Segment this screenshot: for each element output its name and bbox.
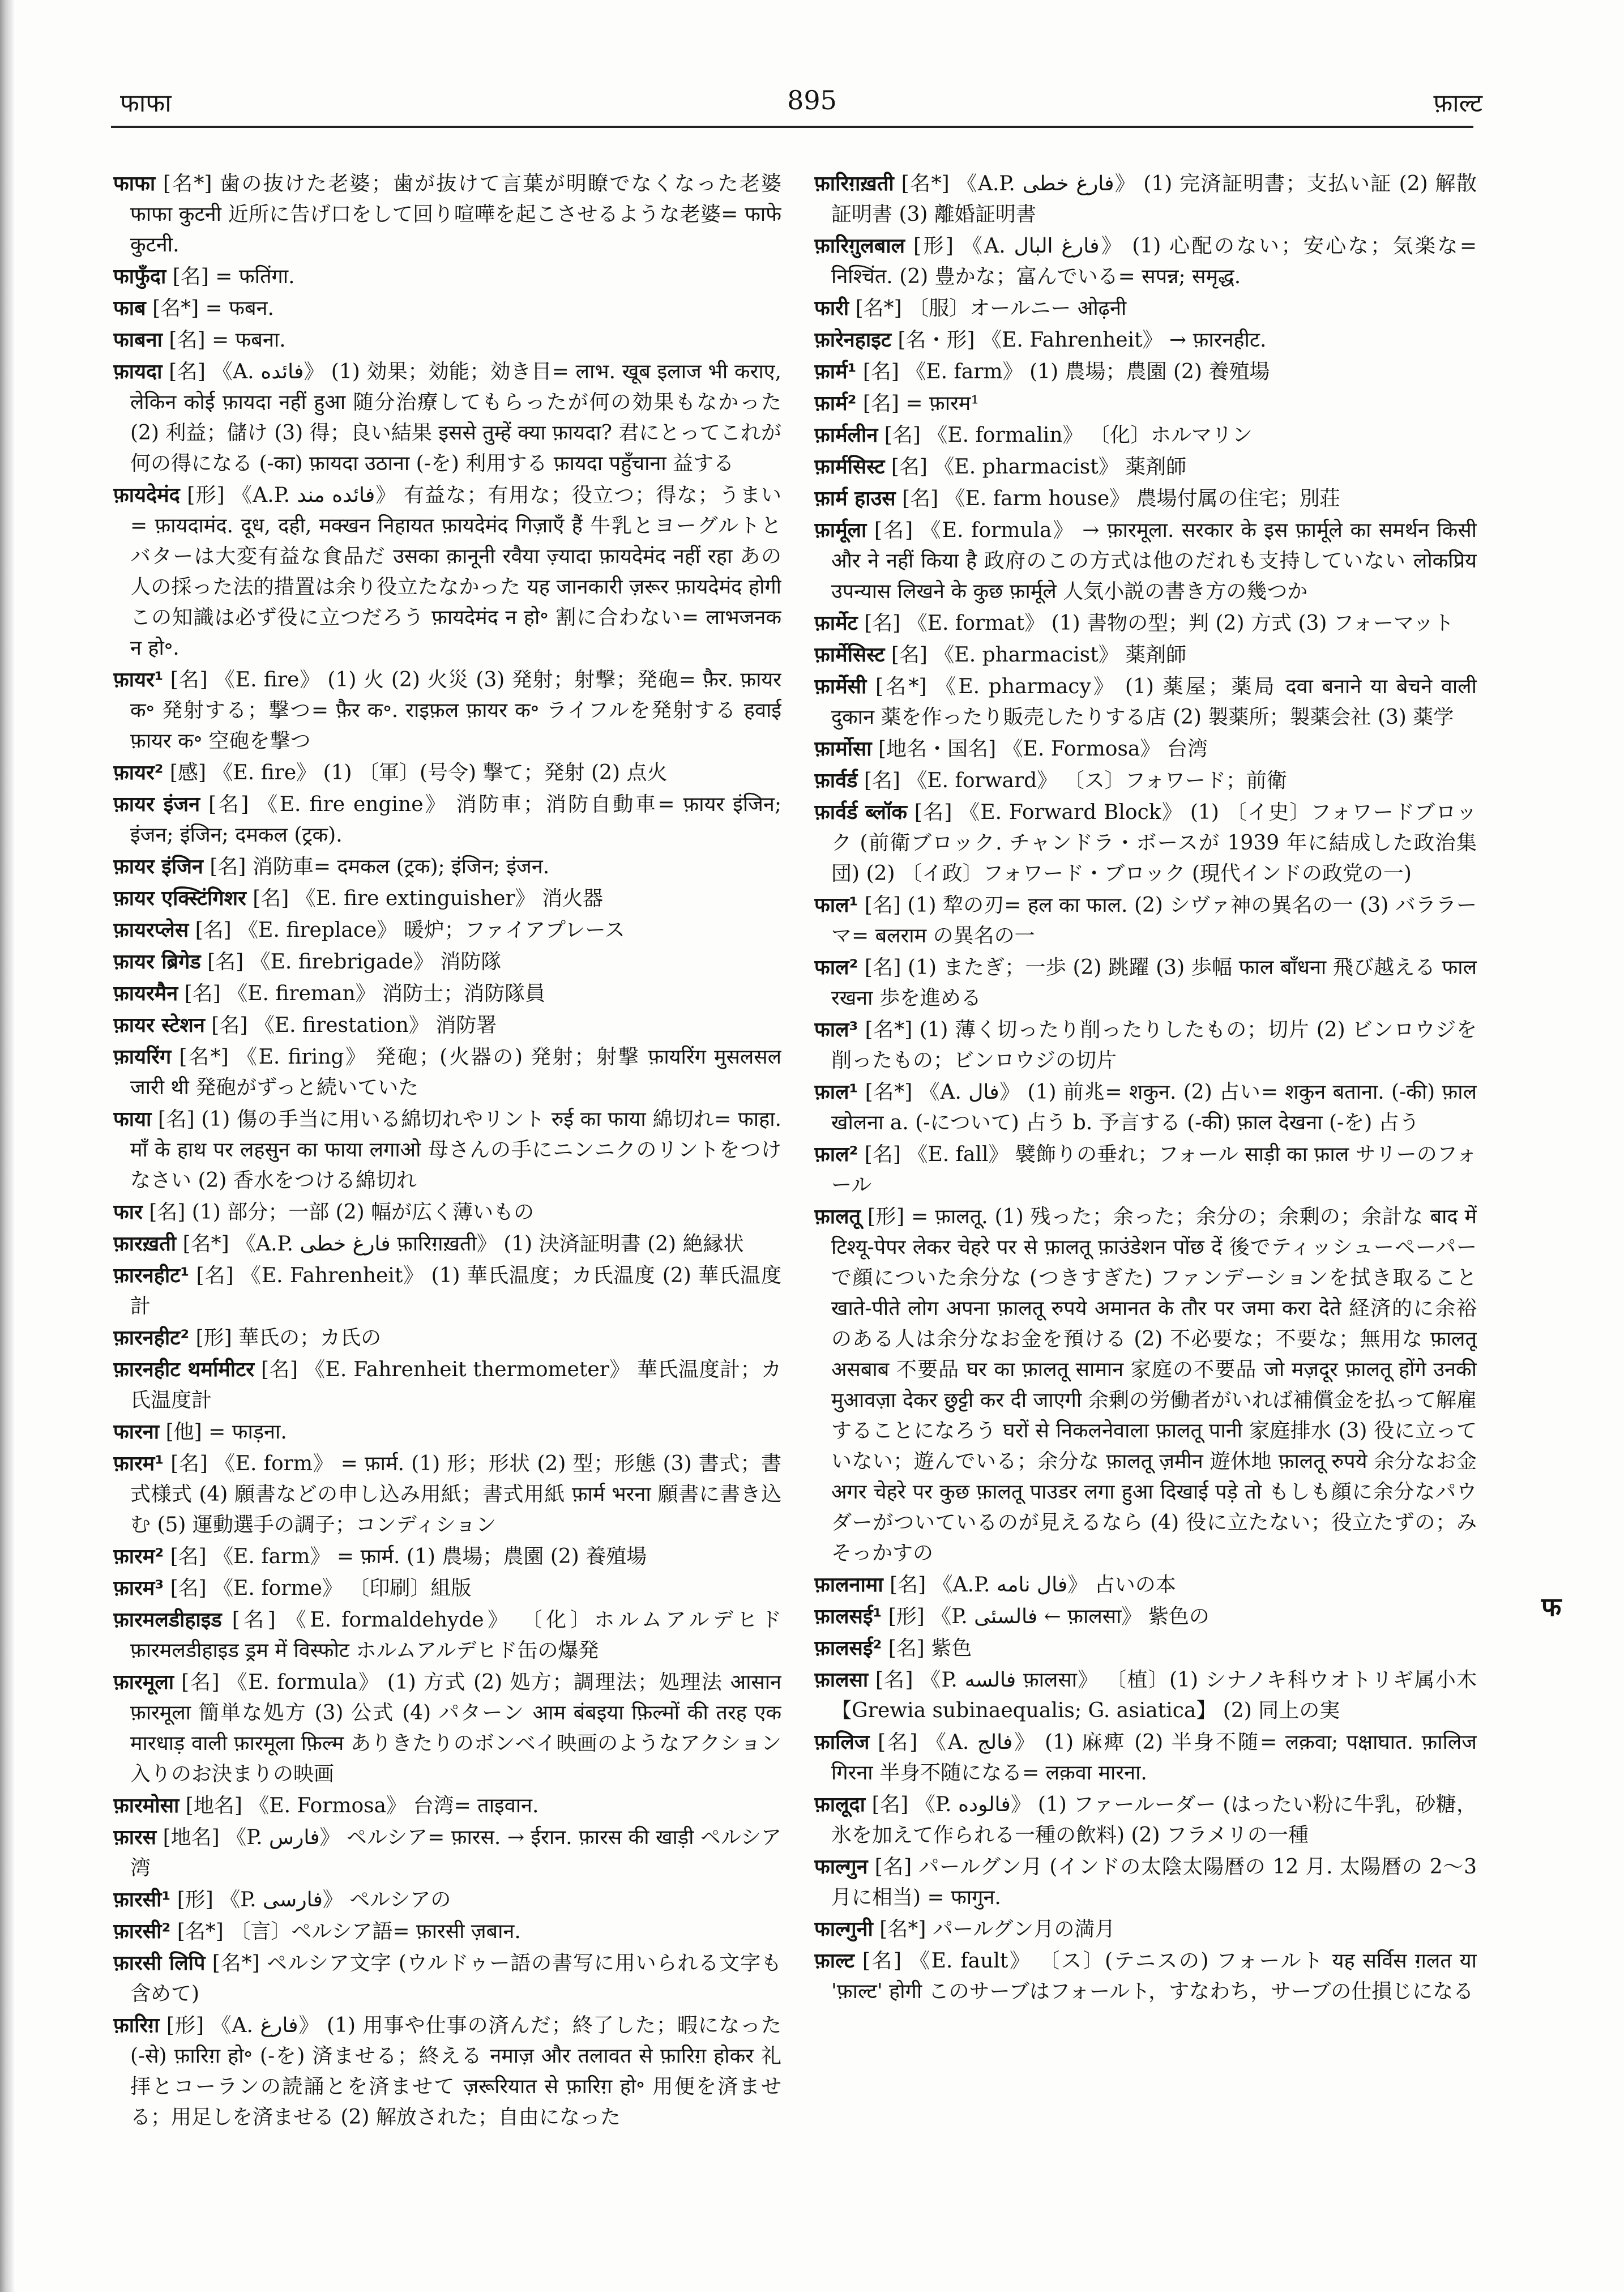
dictionary-entry	[113, 852, 781, 882]
entry-headword: फ़ालसई¹	[814, 1605, 882, 1628]
dictionary-entry	[113, 1573, 781, 1604]
entry-definition: [名] 《E. formula》 → फ़ारमूला. सरकार के इस फ़ार्मूले का समर्थन किसी और ने नहीं किया है 政府のこの方式は他のだれも支持していない लोकप्रिय उपन्यास लिखने के कुछ फ़ार्मूले 人気小説の書き方の幾つか	[831, 519, 1477, 603]
entry-definition: [名] 《E. forward》 〔ス〕フォワード；前衛	[864, 769, 1287, 792]
entry-headword: फाबना	[113, 328, 163, 352]
entry-definition: [名*] 《A. فال》 (1) 前兆= शकुन. (2) 占い= शकुन बताना. (-की) फ़ाल खोलना a. (-について) 占う b. 予言する (-की) फ़ाल देखना (-を) 占う	[831, 1081, 1477, 1134]
entry-definition: [名] = फबना.	[169, 328, 286, 352]
entry-definition: [名] 《E. fireplace》 暖炉；ファイアプレース	[195, 919, 625, 942]
dictionary-entry	[814, 734, 1477, 765]
dictionary-entry	[113, 1197, 781, 1228]
entry-definition: [名] 《A. فالج》 (1) 麻痺 (2) 半身不随= लक़वा; पक्षाघात. फ़ालिज गिरना 半身不随になる= लक़वा मारना.	[831, 1731, 1477, 1785]
entry-definition: [名*] = फबन.	[152, 297, 274, 320]
entry-headword: फाल²	[814, 956, 858, 979]
entry-headword: फ़ायर एक्स्टिंगिशर	[113, 887, 246, 910]
dictionary-entry	[814, 357, 1477, 387]
entry-definition: [名] = फतिंगा.	[172, 265, 295, 288]
entry-headword: फ़ार्म¹	[814, 360, 857, 383]
entry-definition: [名・形] 《E. Fahrenheit》 → फ़ारनहीट.	[898, 328, 1267, 352]
dictionary-entry	[113, 1542, 781, 1572]
dictionary-entry	[113, 1417, 781, 1448]
dictionary-entry	[113, 1449, 781, 1540]
dictionary-entry	[814, 1139, 1477, 1201]
entry-headword: फ़ारनहीट¹	[113, 1264, 190, 1287]
entry-headword: फ़ारनहीट²	[113, 1326, 190, 1350]
dictionary-entry	[113, 480, 781, 664]
dictionary-entry	[113, 883, 781, 914]
entry-headword: फ़ालतू	[814, 1205, 861, 1228]
dictionary-entry	[113, 915, 781, 946]
entry-headword: फ़ार्मसिस्ट	[814, 455, 885, 479]
entry-headword: फ़ारिग़	[113, 2014, 160, 2037]
entry-headword: फ़ारमूला	[113, 1671, 174, 1694]
dictionary-entry	[113, 1822, 781, 1884]
entry-definition: [名*] ペルシア文字 (ウルドゥー語の書写に用いられる文字も含めて)	[130, 1952, 781, 2005]
entry-headword: फ़ायर ब्रिगेड	[113, 950, 201, 974]
entry-headword: फ़ारनहीट थर्मामीटर	[113, 1358, 254, 1381]
entry-headword: फ़ार्म हाउस	[814, 487, 896, 510]
right-column	[814, 169, 1477, 2264]
entry-headword: फ़ायर इंजन	[113, 793, 200, 816]
dictionary-entry	[814, 1202, 1477, 1569]
dictionary-entry	[814, 325, 1477, 356]
dictionary-entry	[113, 665, 781, 757]
dictionary-entry	[113, 1104, 781, 1196]
dictionary-entry	[814, 169, 1477, 230]
entry-definition: [名*] 《E. pharmacy》 (1) 薬屋；薬局 दवा बनाने या बेचने वाली दुकान 薬を作ったり販売したりする店 (2) 製薬所；製薬会社 (3) 薬学	[831, 675, 1477, 729]
dictionary-entry	[113, 1323, 781, 1354]
entry-definition: [名] 《E. farm》 (1) 農場；農園 (2) 養殖場	[862, 360, 1270, 383]
entry-headword: फ़ायर²	[113, 761, 164, 784]
entry-definition: [名*] 〔服〕オールニー ओढ़नी	[855, 297, 1127, 320]
entry-definition: [名] 《A.P. فال نامه》 占いの本	[890, 1573, 1176, 1597]
entry-headword: फ़ार्मेट	[814, 612, 858, 635]
entry-headword: फाल्गुनी	[814, 1918, 873, 1941]
dictionary-entry	[113, 169, 781, 261]
entry-definition: [形] 《P. فارسی》 ペルシアの	[177, 1888, 451, 1911]
entry-headword: फ़ारम¹	[113, 1452, 164, 1475]
dictionary-entry	[113, 1261, 781, 1322]
entry-definition: [形] = फ़ालतू. (1) 残った；余った；余分の；余剰の；余計な बाद में टिश्यू-पेपर लेकर चेहरे पर से फ़ालतू फ़ाउंडेशन पोंछ दें 後でティッシューペーパーで顔についた余分な (つきすぎた) ファンデーションを拭き取ること खाते-पीते लोग अपना फ़ालतू रुपये अमानत के तौर पर जमा करा देते 経済的に余裕のある人は余分なお金を預ける (2) 不必要な；不要な；無用な फ़ालतू असबाब 不要品 घर का फ़ालतू सामान 家庭の不要品 जो मज़दूर फ़ालतू होंगे उनकी मुआवज़ा देकर छुट्टी कर दी जाएगी 余剰の労働者がいれば補償金を払って解雇することになろう घरों से निकलनेवाला फ़ालतू पानी 家庭排水 (3) 役に立っていない；遊んでいる；余分な फ़ालतू ज़मीन 遊休地 फ़ालतू रुपये 余分なお金 अगर चेहरे पर कुछ फ़ालतू पाउडर लगा हुआ दिखाई पड़े तो もしも顔に余分なパウダーがついているのが見えるなら (4) 役に立たない；役立たずの；みそっかすの	[831, 1205, 1477, 1565]
entry-headword: फाफुँदा	[113, 265, 166, 288]
entry-headword: फाल¹	[814, 894, 858, 917]
entry-headword: फ़ायरमैन	[113, 982, 178, 1005]
entry-headword: फ़ायर¹	[113, 668, 164, 692]
entry-headword: फ़ार्मोसा	[814, 737, 872, 761]
dictionary-entry	[113, 1667, 781, 1790]
entry-definition: [名] 《E. firestation》 消防署	[211, 1014, 497, 1037]
entry-definition: [名] 《E. formaldehyde》 〔化〕ホルムアルデヒド फ़ारमलडीहाइड ड्रम में विस्फोट ホルムアルデヒド缶の爆発	[130, 1608, 781, 1662]
entry-definition: [名] 《E. fire engine》 消防車；消防自動車= फ़ायर इंजिन; इंजन; इंजिन; दमकल (ट्रक).	[130, 793, 781, 847]
entry-definition: [名] 《E. fall》 襞飾りの垂れ；フォール साड़ी का फ़ाल サリーのフォール	[831, 1143, 1477, 1197]
entry-definition: [名*] 《A.P. فارغ خطی फ़ारिग़ख़ती》 (1) 決済証明書 (2) 絶縁状	[182, 1232, 744, 1256]
entry-definition: [名*] 歯の抜けた老婆；歯が抜けて言葉が明瞭でなくなった老婆 फाफा कुटनी 近所に告げ口をして回り喧嘩を起こさせるような老婆= फाफे कुटनी.	[130, 172, 781, 257]
entry-definition: [名] 《E. fault》 〔ス〕(テニスの) フォールト यह सर्विस ग़लत या 'फ़ाल्ट' होगी このサーブはフォールト，すなわち，サーブの仕損じになる	[831, 1949, 1477, 2003]
entry-definition: [名*] 《A.P. فارغ خطی》 (1) 完済証明書；支払い証 (2) 解散証明書 (3) 離婚証明書	[831, 172, 1477, 226]
entry-headword: फ़ालसई²	[814, 1637, 882, 1660]
entry-definition: [名*] (1) 薄く切ったり削ったりしたもの；切片 (2) ビンロウジを削ったもの；ビンロウジの切片	[831, 1018, 1477, 1072]
dictionary-entry	[814, 293, 1477, 324]
dictionary-entry	[814, 608, 1477, 639]
entry-definition: [名] 《E. formula》 (1) 方式 (2) 処方；調理法；処理法 आसान फ़ारमूला 簡単な処方 (3) 公式 (4) パターン आम बंबइया फ़िल्मों की तरह एक मारधाड़ वाली फ़ारमूला फ़िल्म ありきたりのボンベイ映画のようなアクション入りのお決まりの映画	[130, 1671, 781, 1786]
entry-definition: [地名・国名] 《E. Formosa》 台湾	[878, 737, 1208, 761]
dictionary-entry	[814, 1570, 1477, 1600]
entry-definition: [形] 《A. فارغ》 (1) 用事や仕事の済んだ；終了した；暇になった (-से) फ़ारिग़ हो॰ (-を) 済ませる；終える नमाज़ और तलावत से फ़ारिग़ होकर 礼拝とコーランの読誦とを済ませて ज़रूरियात से फ़ारिग़ हो॰ 用便を済ませる；用足しを済ませる (2) 解放された；自由になった	[130, 2014, 781, 2129]
dictionary-entry	[814, 797, 1477, 889]
entry-definition: [名] 《E. form》 = फ़ार्म. (1) 形；形状 (2) 型；形態 (3) 書式；書式様式 (4) 願書などの申し込み用紙；書式用紙 फ़ार्म भरना 願書に書き込む (5) 運動選手の調子；コンディション	[130, 1452, 781, 1536]
dictionary-entry	[113, 979, 781, 1009]
entry-definition: [名] 《E. Fahrenheit thermometer》 華氏温度計；カ氏温度計	[130, 1358, 781, 1412]
dictionary-entry	[113, 325, 781, 356]
dictionary-entry	[814, 389, 1477, 419]
dictionary-entry	[814, 1633, 1477, 1664]
entry-headword: फ़ायर इंजिन	[113, 855, 203, 878]
entry-definition: [地名] 《P. فارس》 ペルシア= फ़ारस. → ईरान. फ़ारस की खाड़ी ペルシア湾	[130, 1826, 781, 1880]
dictionary-entry	[113, 1229, 781, 1260]
entry-definition: [名] 《E. fire》 (1) 火 (2) 火災 (3) 発射；射撃；発砲= फ़ैर. फ़ायर क॰ 発射する；撃つ= फ़ैर क॰. राइफ़ल फ़ायर क॰ ライフルを発射する हवाई फ़ायर क॰ 空砲を撃つ	[130, 668, 781, 753]
entry-headword: फ़ारम²	[113, 1545, 164, 1568]
dictionary-entry	[814, 515, 1477, 607]
entry-headword: फारना	[113, 1420, 160, 1444]
dictionary-entry	[113, 1605, 781, 1666]
dictionary-entry	[113, 1885, 781, 1915]
entry-definition: [名] (1) 犂の刃= हल का फाल. (2) シヴァ神の異名の一 (3) バララーマ= बलराम の異名の一	[831, 894, 1477, 947]
entry-headword: फ़ार्वर्ड ब्लॉक	[814, 801, 908, 824]
entry-definition: [名*] 〔言〕ペルシア語= फ़ारसी ज़बान.	[177, 1920, 521, 1943]
entry-headword: फ़ायरिंग	[113, 1045, 172, 1069]
entry-definition: [名] 《E. fire extinguisher》 消火器	[253, 887, 604, 910]
dictionary-entry	[814, 890, 1477, 951]
entry-headword: फ़ायर स्टेशन	[113, 1014, 205, 1037]
entry-definition: [形] 《A.P. فائده مند》 有益な；有用な；役立つ；得な；うまい= फ़ायदामंद. दूध, दही, मक्खन निहायत फ़ायदेमंद गिज़ाएँ हैं 牛乳とヨーグルトとバターは大変有益な食品だ उसका क़ानूनी रवैया ज़्यादा फ़ायदेमंद नहीं रहा あの人の採った法的措置は余り役立たなかった यह जानकारी ज़रूर फ़ायदेमंद होगी この知識は必ず役に立つだろう फ़ायदेमंद न हो॰ 割に合わない= लाभजनक न हो॰.	[130, 484, 781, 660]
entry-definition: [形] 華氏の；カ氏の	[195, 1326, 382, 1350]
dictionary-entry	[814, 1077, 1477, 1138]
dictionary-entry	[113, 1917, 781, 1947]
entry-headword: फ़ारिग़ुलबाल	[814, 234, 905, 258]
entry-definition: [名] 《E. forme》 〔印刷〕組版	[170, 1577, 472, 1600]
entry-definition: [他] = फाड़ना.	[165, 1420, 287, 1444]
entry-definition: [名] (1) 傷の手当に用いる綿切れやリント रुई का फाया 綿切れ= फाहा. माँ के हाथ पर लहसुन का फाया लगाओ 母さんの手にニンニクのリントをつけなさい (2) 香水をつける綿切れ	[130, 1108, 781, 1192]
entry-headword: फ़ालूदा	[814, 1793, 865, 1816]
entry-headword: फ़ारसी²	[113, 1920, 171, 1943]
entry-headword: फ़ायदेमंद	[113, 484, 180, 507]
entry-definition: [感] 《E. fire》 (1) 〔軍〕(号令) 撃て；発射 (2) 点火	[169, 761, 668, 784]
dictionary-entry	[814, 1790, 1477, 1851]
entry-definition: [名] 《E. firebrigade》 消防隊	[207, 950, 502, 974]
dictionary-entry	[814, 231, 1477, 292]
entry-definition: [名] 《E. pharmacist》 薬剤師	[891, 643, 1187, 667]
entry-definition: [名] 《E. farm》 = फ़ार्म. (1) 農場；農園 (2) 養殖場	[170, 1545, 647, 1568]
entry-headword: फ़ारमोसा	[113, 1794, 180, 1817]
dictionary-entry	[113, 1042, 781, 1103]
entry-definition: [名*] パールグン月の満月	[879, 1918, 1116, 1941]
entry-headword: फाल्गुन	[814, 1855, 868, 1879]
entry-definition: [名] 《E. farm house》 農場付属の住宅；別荘	[902, 487, 1340, 510]
entry-headword: फ़ारमलडीहाइड	[113, 1608, 222, 1632]
entry-headword: फ़ारख़ती	[113, 1232, 177, 1256]
dictionary-entry	[814, 640, 1477, 671]
dictionary-entry	[113, 262, 781, 292]
entry-headword: फ़ार्मेसिस्ट	[814, 643, 885, 667]
entry-definition: [名] 《E. format》 (1) 書物の型；判 (2) 方式 (3) フォーマット	[864, 612, 1454, 635]
dictionary-entry	[113, 1791, 781, 1821]
entry-headword: फाब	[113, 297, 146, 320]
page-number: 895	[787, 85, 837, 116]
entry-headword: फ़ाल्ट	[814, 1949, 854, 1973]
dictionary-entry	[814, 1015, 1477, 1076]
entry-definition: [名] = फ़ारम¹	[862, 392, 979, 415]
entry-definition: [名] 《P. فالوده》 (1) ファールーダー (はったい粉に牛乳，砂糖，氷を加えて作られる一種の飲料) (2) フラメリの一種	[831, 1793, 1477, 1847]
entry-definition: [名] 《E. fireman》 消防士；消防隊員	[184, 982, 546, 1005]
entry-headword: फ़ालिज	[814, 1731, 870, 1754]
dictionary-entry	[113, 1355, 781, 1416]
dictionary-entry	[814, 766, 1477, 796]
dictionary-entry	[113, 293, 781, 324]
entry-headword: फ़ारिग़ख़ती	[814, 172, 894, 195]
entry-definition: [名] 《E. Fahrenheit》 (1) 華氏温度；カ氏温度 (2) 華氏温度計	[130, 1264, 781, 1318]
dictionary-entry	[814, 452, 1477, 483]
entry-headword: फ़ार्म²	[814, 392, 857, 415]
dictionary-entry	[814, 1602, 1477, 1632]
thumb-index-letter: फ	[1541, 1591, 1562, 1622]
entry-definition: [名] 消防車= दमकल (ट्रक); इंजिन; इंजन.	[210, 855, 550, 878]
dictionary-entry	[814, 484, 1477, 514]
entry-headword: फ़ार्मूला	[814, 519, 867, 542]
dictionary-entry	[814, 1914, 1477, 1945]
entry-headword: फ़ारेनहाइट	[814, 328, 892, 352]
entry-headword: फ़ार्वर्ड	[814, 769, 858, 792]
entry-definition: [地名] 《E. Formosa》 台湾= ताइवान.	[185, 1794, 539, 1817]
dictionary-entry	[113, 2011, 781, 2133]
entry-headword: फ़ार्मेसी	[814, 675, 867, 698]
dictionary-entry	[113, 758, 781, 788]
entry-headword: फाफा	[113, 172, 156, 195]
dictionary-entry	[814, 1665, 1477, 1726]
entry-headword: फ़ारम³	[113, 1577, 164, 1600]
entry-headword: फाया	[113, 1108, 152, 1131]
entry-headword: फ़ाल²	[814, 1143, 858, 1166]
entry-definition: [名] 《A. فائده》 (1) 効果；効能；効き目= लाभ. खूब इलाज भी कराए, लेकिन कोई फ़ायदा नहीं हुआ 随分治療してもらったが何の効果もなかった (2) 利益；儲け (3) 得；良い結果 इससे तुम्हें क्या फ़ायदा? 君にとってこれが何の得になる (-का) फ़ायदा उठाना (-を) 利用する फ़ायदा पहुँचाना 益する	[130, 360, 781, 475]
dictionary-entry	[814, 1727, 1477, 1789]
dictionary-entry	[814, 953, 1477, 1014]
entry-definition: [名] (1) 部分；一部 (2) 幅が広く薄いもの	[149, 1201, 535, 1224]
left-guideword: फाफा	[120, 89, 172, 118]
entry-definition: [名] 《P. فالسه फ़ालसा》 〔植〕(1) シナノキ科ウオトリギ属小木【Grewia subinaequalis; G. asiatica】 (2) 同上の実	[831, 1668, 1477, 1722]
entry-headword: फ़ाल¹	[814, 1081, 858, 1104]
entry-headword: फाल³	[814, 1018, 858, 1042]
entry-definition: [名*] 《E. firing》 発砲；(火器の) 発射；射撃 फ़ायरिंग मुसलसल जारी थी 発砲がずっと続いていた	[130, 1045, 781, 1099]
dictionary-entry	[113, 357, 781, 479]
page-scan-edge	[0, 0, 15, 2292]
entry-headword: फ़ारसी¹	[113, 1888, 171, 1911]
entry-headword: फ़ायदा	[113, 360, 163, 383]
dictionary-entry	[113, 789, 781, 851]
dictionary-entry	[814, 1852, 1477, 1913]
entry-definition: [形] 《P. فالسئی ← फ़ालसा》 紫色の	[888, 1605, 1210, 1628]
entry-definition: [名] パールグン月 (インドの太陰太陽暦の 12 月. 太陽暦の 2〜3 月に相当) = फागुन.	[831, 1855, 1477, 1909]
header-rule	[111, 126, 1473, 128]
dictionary-entry	[113, 1010, 781, 1041]
dictionary-entry	[113, 947, 781, 978]
entry-headword: फार	[113, 1201, 143, 1224]
entry-headword: फ़ालनामा	[814, 1573, 883, 1597]
entry-headword: फारी	[814, 297, 849, 320]
entry-headword: फ़ारसी लिपि	[113, 1952, 206, 1975]
dictionary-entry	[113, 1948, 781, 2009]
entry-definition: [名] 《E. Forward Block》 (1) 〔イ史〕フォワードブロック (前衛ブロック. チャンドラ・ボースが 1939 年に結成した政治集団) (2) 〔イ政〕フォワード・ブロック (現代インドの政党の一)	[831, 801, 1477, 885]
entry-definition: [名] 《E. pharmacist》 薬剤師	[891, 455, 1187, 479]
right-guideword: फ़ाल्ट	[1433, 89, 1482, 118]
entry-definition: [名] (1) またぎ；一歩 (2) 跳躍 (3) 歩幅 फाल बाँधना 飛び越える फाल रखना 歩を進める	[831, 956, 1477, 1010]
entry-headword: फ़ालसा	[814, 1668, 869, 1692]
entry-headword: फ़ायरप्लेस	[113, 919, 189, 942]
dictionary-entry	[814, 672, 1477, 733]
entry-headword: फ़ारस	[113, 1826, 157, 1849]
dictionary-entry	[814, 1946, 1477, 2007]
entry-definition: [名] 紫色	[888, 1637, 972, 1660]
left-column	[113, 169, 781, 2264]
dictionary-entry	[814, 420, 1477, 451]
entry-headword: फ़ार्मलीन	[814, 424, 878, 447]
entry-definition: [形] 《A. فارغ البال》 (1) 心配のない；安心な；気楽な= निश्चिंत. (2) 豊かな；富んでいる= सपन्न; समृद्ध.	[831, 234, 1477, 288]
entry-definition: [名] 《E. formalin》 〔化〕ホルマリン	[884, 424, 1253, 447]
